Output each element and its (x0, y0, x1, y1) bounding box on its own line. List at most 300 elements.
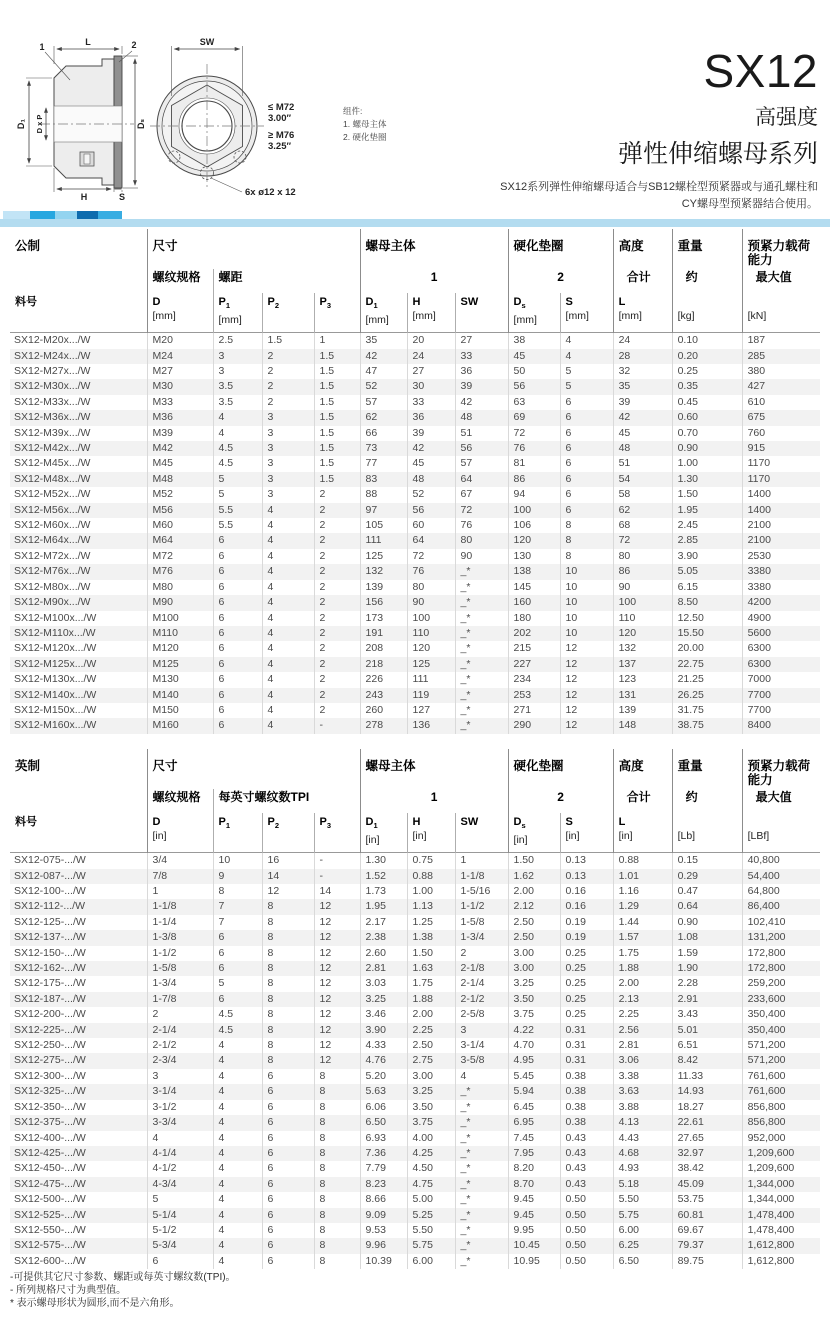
spec-value: 6.00 (407, 1254, 455, 1269)
spec-value: M110 (147, 626, 213, 641)
spec-value: 51 (613, 456, 672, 471)
spec-value: 88 (360, 487, 407, 502)
spec-value: 8 (560, 518, 613, 533)
title-block (500, 45, 818, 212)
spec-value: 1170 (742, 456, 820, 471)
spec-value: _* (455, 1223, 508, 1238)
spec-value: 145 (508, 580, 560, 595)
sub-approx: 约 (672, 269, 742, 293)
spec-value: 4.95 (508, 1053, 560, 1068)
column-header: SW (455, 293, 508, 333)
spec-value: 3 (262, 426, 314, 441)
spec-value: 2-1/8 (455, 961, 508, 976)
table-row (10, 688, 820, 703)
table-row (10, 549, 820, 564)
spec-value: 350,400 (742, 1007, 820, 1022)
spec-value: _* (455, 1084, 508, 1099)
spec-value: 0.64 (672, 899, 742, 914)
spec-value: 6300 (742, 657, 820, 672)
spec-value: 10.39 (360, 1254, 407, 1269)
spec-value: 2.50 (508, 915, 560, 930)
spec-value: 1.38 (407, 930, 455, 945)
spec-value: 42 (360, 349, 407, 364)
part-number: SX12-175-.../W (14, 977, 86, 990)
spec-value: 3.63 (613, 1084, 672, 1099)
spec-value: 8 (262, 899, 314, 914)
spec-value: 1,209,600 (742, 1146, 820, 1161)
table-row (10, 1115, 820, 1130)
table-row (10, 1038, 820, 1053)
spec-value: 12 (314, 930, 360, 945)
spec-value: M36 (147, 410, 213, 425)
spec-value: 1 (455, 853, 508, 869)
group-height: 高度 (613, 749, 672, 789)
table-row (10, 961, 820, 976)
spec-value: M64 (147, 533, 213, 548)
spec-value: 72 (407, 549, 455, 564)
table-row (10, 626, 820, 641)
part-number: SX12-400-.../W (14, 1131, 86, 1144)
spec-value: 127 (407, 703, 455, 718)
part-number: SX12-275-.../W (14, 1054, 86, 1067)
spec-value: 4 (262, 703, 314, 718)
spec-value: 8 (262, 961, 314, 976)
spec-value: 1,478,400 (742, 1208, 820, 1223)
spec-value: 856,800 (742, 1115, 820, 1130)
legend-item-1: 1. 螺母主体 (343, 119, 387, 129)
spec-value: 6 (262, 1100, 314, 1115)
sub-part-1: 1 (360, 789, 508, 813)
spec-value: 1.01 (613, 869, 672, 884)
spec-value: 8.20 (508, 1161, 560, 1176)
spec-value: 54 (613, 472, 672, 487)
spec-value: 2.38 (360, 930, 407, 945)
spec-value: 4 (213, 1223, 262, 1238)
spec-value: 16 (262, 853, 314, 869)
part-number: SX12-M80x.../W (14, 580, 91, 593)
spec-value: 111 (360, 533, 407, 548)
spec-value: 12 (314, 899, 360, 914)
part-number: SX12-M33x.../W (14, 395, 91, 408)
parts-legend (343, 106, 387, 142)
spec-value: 427 (742, 379, 820, 394)
spec-value: M150 (147, 703, 213, 718)
spec-value: 45 (613, 426, 672, 441)
table-row (10, 533, 820, 548)
table-row (10, 930, 820, 945)
spec-value: 4-1/2 (147, 1161, 213, 1176)
spec-value: 2 (314, 703, 360, 718)
spec-value: 1.52 (360, 869, 407, 884)
spec-value: 6 (560, 487, 613, 502)
spec-value: 5600 (742, 626, 820, 641)
spec-value: 0.16 (560, 884, 613, 899)
spec-value: 4900 (742, 611, 820, 626)
spec-value: 0.43 (560, 1131, 613, 1146)
column-header: H [in] (407, 813, 455, 853)
spec-value: 36 (455, 364, 508, 379)
spec-value: 0.25 (672, 364, 742, 379)
sub-part-2: 2 (508, 269, 613, 293)
spec-value: _* (455, 564, 508, 579)
part-number: SX12-M160x.../W (14, 719, 97, 732)
column-header: S [mm] (560, 293, 613, 333)
spec-value: 33 (455, 349, 508, 364)
spec-value: 77 (360, 456, 407, 471)
spec-value: _* (455, 1208, 508, 1223)
spec-value: 4 (213, 1208, 262, 1223)
spec-value: 187 (742, 333, 820, 349)
spec-value: 8 (314, 1115, 360, 1130)
table-row (10, 441, 820, 456)
spec-value: 5.63 (360, 1084, 407, 1099)
spec-value: 3.5 (213, 379, 262, 394)
spec-value: 0.43 (560, 1177, 613, 1192)
spec-value: 0.43 (560, 1161, 613, 1176)
spec-value: 7700 (742, 688, 820, 703)
part-number: SX12-M140x.../W (14, 688, 97, 701)
column-header: $D_s$ [in] (508, 813, 560, 853)
spec-value: 3.00 (508, 946, 560, 961)
spec-value: _* (455, 1192, 508, 1207)
part-number: SX12-M27x.../W (14, 365, 91, 377)
sub-thread-spec: 螺纹规格 (147, 269, 213, 293)
spec-value: 9.45 (508, 1208, 560, 1223)
spec-value: 6 (560, 456, 613, 471)
spec-value: 6.93 (360, 1131, 407, 1146)
spec-value: 1.08 (672, 930, 742, 945)
spec-value: 72 (455, 503, 508, 518)
column-header: $P_1$ [mm] (213, 293, 262, 333)
spec-value: 31.75 (672, 703, 742, 718)
table-row (10, 992, 820, 1007)
spec-value: 66 (360, 426, 407, 441)
spec-value: 10 (560, 611, 613, 626)
spec-value: 18.27 (672, 1100, 742, 1115)
spec-value: 7700 (742, 703, 820, 718)
spec-value: 271 (508, 703, 560, 718)
dim-label-l: L (85, 37, 91, 47)
spec-value: 1.5 (314, 395, 360, 410)
spec-value: 253 (508, 688, 560, 703)
spec-value: 290 (508, 718, 560, 733)
spec-value: 60.81 (672, 1208, 742, 1223)
spec-value: 1,478,400 (742, 1223, 820, 1238)
table-row (10, 595, 820, 610)
spec-value: 6 (262, 1223, 314, 1238)
spec-value: 100 (613, 595, 672, 610)
spec-value: 6 (560, 410, 613, 425)
spec-value: 3380 (742, 580, 820, 595)
spec-value: 80 (455, 533, 508, 548)
table-row (10, 1177, 820, 1192)
spec-value: 6 (213, 718, 262, 733)
part-number: SX12-475-.../W (14, 1177, 86, 1190)
spec-value: 0.50 (560, 1192, 613, 1207)
table-row (10, 672, 820, 687)
technical-drawings (10, 34, 430, 210)
spec-value: - (314, 869, 360, 884)
spec-value: 2 (314, 688, 360, 703)
part-number: SX12-M130x.../W (14, 673, 97, 686)
part-number: SX12-M36x.../W (14, 411, 91, 424)
table-row (10, 1254, 820, 1269)
spec-value: 8.70 (508, 1177, 560, 1192)
spec-value: 4 (455, 1069, 508, 1084)
spec-value: 48 (613, 441, 672, 456)
spec-value: 83 (360, 472, 407, 487)
part-number: SX12-225-.../W (14, 1023, 86, 1036)
spec-value: 0.38 (560, 1069, 613, 1084)
spec-value: 278 (360, 718, 407, 733)
spec-value: 1.5 (314, 410, 360, 425)
spec-value: M27 (147, 364, 213, 379)
spec-value: 1.75 (613, 946, 672, 961)
spec-value: 4.13 (613, 1115, 672, 1130)
spec-value: 0.43 (560, 1146, 613, 1161)
spec-value: 0.38 (560, 1115, 613, 1130)
accent-band (0, 219, 830, 227)
spec-value: 8 (314, 1177, 360, 1192)
table-row (10, 1131, 820, 1146)
callout-1: 1 (39, 42, 45, 52)
column-header: $P_3$ (314, 293, 360, 333)
column-header: [Lb] (672, 813, 742, 853)
spec-value: M39 (147, 426, 213, 441)
spec-value: 4 (213, 1238, 262, 1253)
spec-value: 2.60 (360, 946, 407, 961)
spec-value: 2-1/2 (455, 992, 508, 1007)
spec-value: - (314, 853, 360, 869)
spec-value: M42 (147, 441, 213, 456)
spec-value: 2530 (742, 549, 820, 564)
table-row (10, 1023, 820, 1038)
accent-segment (55, 211, 77, 219)
series-title: SX12 (703, 45, 818, 97)
spec-value: 1.30 (360, 853, 407, 869)
spec-value: 76 (455, 518, 508, 533)
spec-value: 4.25 (407, 1146, 455, 1161)
spec-value: 45.09 (672, 1177, 742, 1192)
spec-value: 72 (613, 533, 672, 548)
spec-value: 0.25 (560, 961, 613, 976)
metric-table-body (10, 333, 820, 734)
spec-value: 32.97 (672, 1146, 742, 1161)
spec-value: 6 (560, 503, 613, 518)
spec-value: 3.00 (407, 1069, 455, 1084)
spec-value: 0.13 (560, 853, 613, 869)
spec-value: 3 (262, 472, 314, 487)
spec-value: 5 (213, 976, 262, 991)
part-number: SX12-M52x.../W (14, 488, 91, 501)
spec-value: M100 (147, 611, 213, 626)
spec-value: 0.38 (560, 1100, 613, 1115)
spec-value: 9.45 (508, 1192, 560, 1207)
table-row (10, 333, 820, 349)
spec-value: 9.95 (508, 1223, 560, 1238)
spec-value: 2.13 (613, 992, 672, 1007)
spec-value: 8.42 (672, 1053, 742, 1068)
spec-value: 1.5 (314, 364, 360, 379)
spec-value: M20 (147, 333, 213, 349)
spec-value: 227 (508, 657, 560, 672)
table-row (10, 1161, 820, 1176)
spec-value: 32 (613, 364, 672, 379)
spec-value: 0.90 (672, 915, 742, 930)
spec-value: 10 (560, 626, 613, 641)
spec-value: _* (455, 611, 508, 626)
column-header: $D_1$ [in] (360, 813, 407, 853)
spec-value: 22.61 (672, 1115, 742, 1130)
spec-value: 6 (262, 1161, 314, 1176)
spec-value: 9.96 (360, 1238, 407, 1253)
legend-title: 组件: (343, 106, 363, 116)
spec-value: 110 (407, 626, 455, 641)
spec-value: 3.90 (672, 549, 742, 564)
column-header: S [in] (560, 813, 613, 853)
spec-value: 27 (455, 333, 508, 349)
table-row (10, 1223, 820, 1238)
spec-value: 2.00 (508, 884, 560, 899)
spec-value: 2 (314, 657, 360, 672)
spec-value: 3.75 (508, 1007, 560, 1022)
spec-value: 1.13 (407, 899, 455, 914)
spec-value: 8 (560, 533, 613, 548)
spec-value: 2 (262, 395, 314, 410)
spec-value: 2.91 (672, 992, 742, 1007)
spec-value: 2.50 (407, 1038, 455, 1053)
spec-value: 2.5 (213, 333, 262, 349)
spec-value: 350,400 (742, 1023, 820, 1038)
spec-value: 76 (508, 441, 560, 456)
spec-value: 8.23 (360, 1177, 407, 1192)
spec-value: 215 (508, 641, 560, 656)
spec-value: M33 (147, 395, 213, 410)
table-row (10, 1053, 820, 1068)
spec-value: 130 (508, 549, 560, 564)
spec-value: 234 (508, 672, 560, 687)
imperial-spec-table (10, 749, 820, 1269)
spec-value: 1.5 (314, 456, 360, 471)
table-row (10, 379, 820, 394)
spec-value: 0.25 (560, 1007, 613, 1022)
spec-value: 6 (262, 1146, 314, 1161)
spec-value: 1.5 (314, 426, 360, 441)
spec-value: 9 (213, 869, 262, 884)
column-header: SW (455, 813, 508, 853)
spec-value: 0.16 (560, 899, 613, 914)
spec-value: 64 (455, 472, 508, 487)
series-description (500, 179, 818, 212)
table-row (10, 641, 820, 656)
spec-value: 6 (213, 595, 262, 610)
spec-value: 105 (360, 518, 407, 533)
side-view-drawing (16, 37, 146, 202)
spec-value: 0.13 (560, 869, 613, 884)
group-height: 高度 (613, 229, 672, 269)
spec-value: M90 (147, 595, 213, 610)
spec-value: 2.56 (613, 1023, 672, 1038)
spec-value: 131,200 (742, 930, 820, 945)
spec-value: 1.50 (407, 946, 455, 961)
spec-value: 7000 (742, 672, 820, 687)
spec-value: 1.00 (407, 884, 455, 899)
spec-value: 6.50 (360, 1115, 407, 1130)
spec-value: 52 (407, 487, 455, 502)
spec-value: 761,600 (742, 1084, 820, 1099)
part-number: SX12-300-.../W (14, 1069, 86, 1082)
part-number: SX12-M110x.../W (14, 626, 96, 639)
spec-value: 5 (147, 1192, 213, 1207)
spec-value: 6.45 (508, 1100, 560, 1115)
table-row (10, 580, 820, 595)
part-number: SX12-525-.../W (14, 1208, 86, 1221)
spec-value: 8 (314, 1161, 360, 1176)
spec-value: 1.5 (314, 472, 360, 487)
section-label: 英制 (15, 759, 41, 773)
spec-value: _* (455, 703, 508, 718)
spec-value: 6300 (742, 641, 820, 656)
spec-value: 8 (314, 1084, 360, 1099)
spec-value: 3.25 (360, 992, 407, 1007)
spec-value: 4 (213, 1115, 262, 1130)
spec-value: 3.03 (360, 976, 407, 991)
spec-value: 6 (213, 549, 262, 564)
spec-value: 28 (613, 349, 672, 364)
spec-value: 2.85 (672, 533, 742, 548)
spec-value: 39 (407, 426, 455, 441)
table-row (10, 611, 820, 626)
spec-value: 60 (407, 518, 455, 533)
spec-value: - (314, 718, 360, 733)
spec-value: 1-1/4 (147, 915, 213, 930)
spec-value: 3 (262, 487, 314, 502)
spec-value: 100 (407, 611, 455, 626)
spec-value: 4 (213, 1177, 262, 1192)
spec-value: 8 (314, 1192, 360, 1207)
spec-value: 3-1/4 (455, 1038, 508, 1053)
spec-value: 79.37 (672, 1238, 742, 1253)
spec-value: 2100 (742, 518, 820, 533)
spec-value: 38.42 (672, 1161, 742, 1176)
spec-value: 0.10 (672, 333, 742, 349)
spec-value: 4.5 (213, 441, 262, 456)
table-row (10, 1192, 820, 1207)
spec-value: 5.5 (213, 503, 262, 518)
spec-value: 10 (213, 853, 262, 869)
spec-value: 760 (742, 426, 820, 441)
spec-value: 1.62 (508, 869, 560, 884)
spec-value: 3 (262, 456, 314, 471)
column-header: [LBf] (742, 813, 820, 853)
spec-value: 0.38 (560, 1084, 613, 1099)
spec-value: 0.15 (672, 853, 742, 869)
spec-value: 94 (508, 487, 560, 502)
group-preload-capacity: 预紧力载荷能力 (742, 749, 820, 789)
spec-value: 120 (508, 533, 560, 548)
spec-value: 2.28 (672, 976, 742, 991)
spec-value: 380 (742, 364, 820, 379)
spec-value: 0.50 (560, 1223, 613, 1238)
table-row (10, 472, 820, 487)
sub-part-1: 1 (360, 269, 508, 293)
spec-value: 5 (560, 379, 613, 394)
part-number-header: 料号 (15, 816, 37, 828)
spec-value: M60 (147, 518, 213, 533)
spec-value: 4 (262, 564, 314, 579)
spec-value: M125 (147, 657, 213, 672)
group-nut-body: 螺母主体 (360, 229, 508, 269)
